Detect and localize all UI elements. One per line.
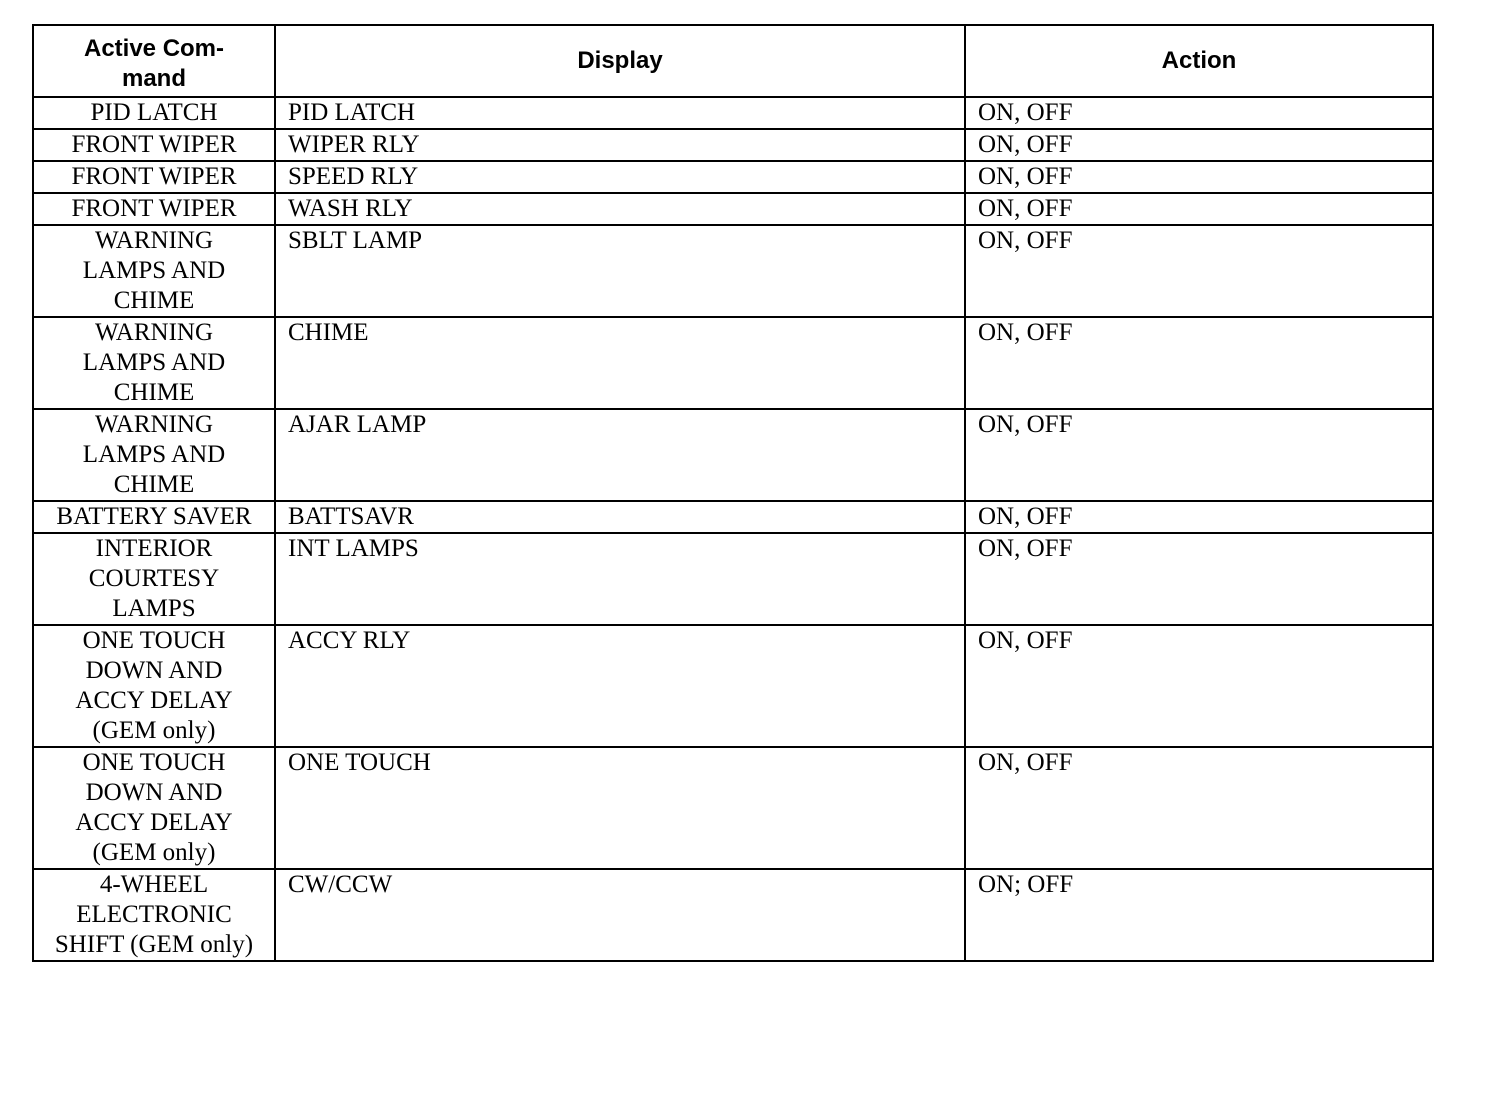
command-line: INTERIOR <box>95 535 213 562</box>
cell-action: ON, OFF <box>965 533 1433 625</box>
table-row <box>33 625 1433 747</box>
command-line: LAMPS <box>112 595 196 622</box>
cell-active-command <box>33 97 275 129</box>
cell-display: ONE TOUCH <box>275 747 965 869</box>
command-line: CHIME <box>113 379 195 406</box>
header-display: Display <box>275 25 965 97</box>
table-body <box>33 97 1433 961</box>
table-row <box>33 747 1433 869</box>
table-row <box>33 225 1433 317</box>
command-line: WARNING <box>94 411 214 438</box>
command-line: DOWN AND <box>85 657 223 684</box>
cell-active-command <box>33 747 275 869</box>
cell-active-command <box>33 317 275 409</box>
command-line: ELECTRONIC <box>76 901 232 928</box>
table-row <box>33 501 1433 533</box>
table-row <box>33 161 1433 193</box>
active-command-table <box>32 24 1434 962</box>
command-line: FRONT WIPER <box>71 195 237 222</box>
command-line: SHIFT (GEM only) <box>54 931 254 958</box>
header-action: Action <box>965 25 1433 97</box>
cell-display: ACCY RLY <box>275 625 965 747</box>
cell-active-command <box>33 225 275 317</box>
command-line: 4-WHEEL <box>99 871 209 898</box>
command-line: ACCY DELAY <box>75 687 233 714</box>
cell-display: INT LAMPS <box>275 533 965 625</box>
cell-active-command <box>33 161 275 193</box>
cell-display: CHIME <box>275 317 965 409</box>
command-line: ACCY DELAY <box>75 809 233 836</box>
cell-active-command <box>33 869 275 961</box>
cell-active-command <box>33 409 275 501</box>
header-active-command-line1: Active Com- <box>83 35 225 62</box>
cell-active-command <box>33 533 275 625</box>
cell-action: ON, OFF <box>965 193 1433 225</box>
table-row <box>33 409 1433 501</box>
header-active-command <box>33 25 275 97</box>
table-row <box>33 129 1433 161</box>
cell-display: BATTSAVR <box>275 501 965 533</box>
table-row <box>33 869 1433 961</box>
table-header <box>33 25 1433 97</box>
header-row <box>33 25 1433 97</box>
command-line: COURTESY <box>88 565 220 592</box>
command-line: ONE TOUCH <box>82 749 226 776</box>
command-line: FRONT WIPER <box>71 131 237 158</box>
cell-action: ON, OFF <box>965 501 1433 533</box>
command-line: LAMPS AND <box>82 257 226 284</box>
cell-action: ON, OFF <box>965 317 1433 409</box>
cell-action: ON, OFF <box>965 225 1433 317</box>
cell-action: ON, OFF <box>965 97 1433 129</box>
command-line: LAMPS AND <box>82 349 226 376</box>
cell-action: ON, OFF <box>965 129 1433 161</box>
cell-display: WIPER RLY <box>275 129 965 161</box>
cell-display: AJAR LAMP <box>275 409 965 501</box>
command-line: WARNING <box>94 227 214 254</box>
command-line: (GEM only) <box>92 839 216 866</box>
cell-active-command <box>33 625 275 747</box>
cell-action: ON, OFF <box>965 161 1433 193</box>
cell-action: ON, OFF <box>965 625 1433 747</box>
cell-active-command <box>33 501 275 533</box>
command-line: BATTERY SAVER <box>56 503 252 530</box>
table-row <box>33 317 1433 409</box>
cell-display: CW/CCW <box>275 869 965 961</box>
cell-display: WASH RLY <box>275 193 965 225</box>
command-line: ONE TOUCH <box>82 627 226 654</box>
command-line: PID LATCH <box>90 99 218 126</box>
cell-display: PID LATCH <box>275 97 965 129</box>
cell-display: SPEED RLY <box>275 161 965 193</box>
cell-active-command <box>33 129 275 161</box>
command-line: FRONT WIPER <box>71 163 237 190</box>
cell-action: ON, OFF <box>965 747 1433 869</box>
header-active-command-line2: mand <box>121 65 186 92</box>
command-line: LAMPS AND <box>82 441 226 468</box>
cell-active-command <box>33 193 275 225</box>
command-line: CHIME <box>113 471 195 498</box>
cell-action: ON, OFF <box>965 409 1433 501</box>
table-row <box>33 193 1433 225</box>
table-row <box>33 533 1433 625</box>
cell-display: SBLT LAMP <box>275 225 965 317</box>
command-line: DOWN AND <box>85 779 223 806</box>
command-line: (GEM only) <box>92 717 216 744</box>
cell-action: ON; OFF <box>965 869 1433 961</box>
command-line: WARNING <box>94 319 214 346</box>
command-line: CHIME <box>113 287 195 314</box>
table-row <box>33 97 1433 129</box>
